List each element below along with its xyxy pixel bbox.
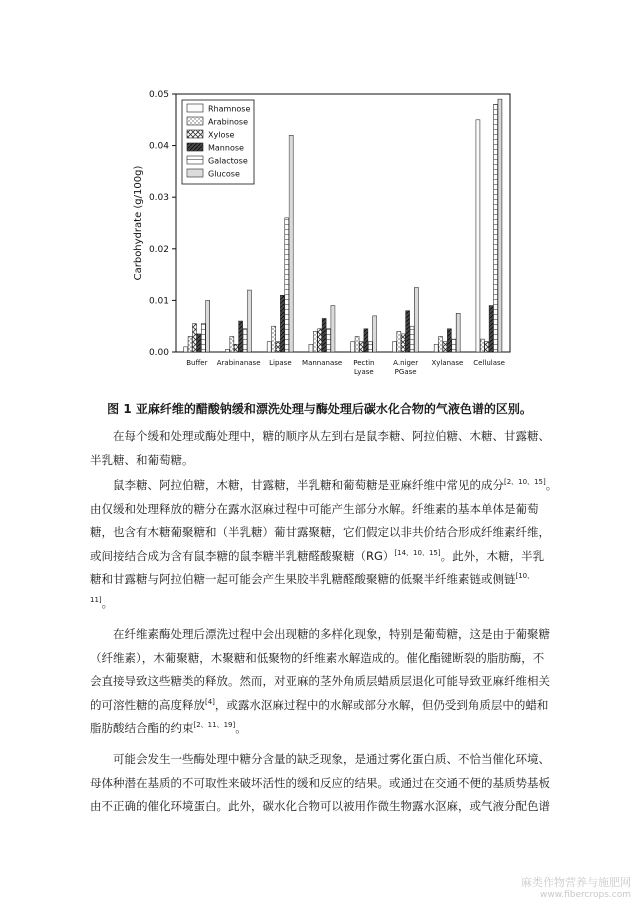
bar-galactose-1	[201, 324, 205, 352]
text-segment: 糖，也含有木糖葡聚糖和（半乳糖）葡甘露聚糖，它们假定以非共价结合形成纤维素纤维，	[90, 525, 550, 539]
bar-xylose-6	[401, 334, 405, 352]
paragraph-3	[90, 623, 560, 741]
bar-xylose-5	[359, 342, 363, 352]
legend-swatch	[187, 117, 203, 125]
x-tick-label: Lipase	[269, 359, 292, 367]
text-segment: 在纤维素酶处理后漂洗过程中会出现糖的多样化现象，特别是葡萄糖，这是由于葡聚糖	[113, 627, 550, 641]
bar-rhamnose-6	[392, 342, 396, 352]
bar-galactose-4	[327, 329, 331, 352]
text-segment: 。	[101, 595, 114, 610]
bar-glucose-4	[331, 306, 335, 352]
text-line	[90, 545, 560, 569]
citation: [14、10、15]	[394, 548, 441, 557]
text-segment: 。	[235, 721, 247, 735]
legend-swatch	[187, 104, 203, 112]
x-tick-label: Pectin	[353, 359, 375, 367]
text-segment: 半乳糖、和葡萄糖。	[90, 452, 194, 467]
bar-galactose-8	[494, 104, 498, 352]
citation: [2、11、19]	[193, 721, 236, 730]
bar-mannose-3	[280, 295, 284, 352]
bar-rhamnose-2	[225, 349, 229, 352]
bar-mannose-1	[197, 334, 201, 352]
bar-galactose-3	[285, 218, 289, 352]
text-line	[90, 498, 560, 522]
bar-rhamnose-7	[434, 344, 438, 352]
text-segment: 糖和甘露糖与阿拉伯糖一起可能会产生果胶半乳糖醛酸聚糖的低聚半纤维素链或侧链	[90, 572, 516, 586]
citation: 11]	[90, 595, 102, 604]
x-tick-label: Xylanase	[431, 359, 464, 367]
bar-arabinose-4	[313, 331, 317, 352]
x-tick-label: Buffer	[186, 359, 208, 367]
bar-glucose-8	[498, 99, 502, 352]
paragraph-4	[90, 748, 560, 819]
legend-label: Mannose	[208, 143, 244, 153]
bar-glucose-7	[456, 313, 460, 352]
text-segment: 由不正确的催化环境蛋白。此外，碳水化合物可以被用作微生物露水沤麻，或气液分配色谱	[90, 799, 550, 813]
watermark-url: www.fibercrops.com	[540, 890, 631, 900]
bar-chart	[118, 82, 518, 392]
citation: [2、10、15]	[504, 478, 546, 487]
text-line	[90, 717, 560, 741]
text-segment: 。此外，木糖，半乳	[440, 548, 545, 563]
paragraph-1	[90, 425, 560, 472]
x-tick-label: Arabinanase	[216, 359, 261, 367]
bar-arabinose-1	[188, 337, 192, 352]
x-tick-label: PGase	[394, 368, 417, 376]
citation: [10、	[515, 572, 535, 581]
bar-galactose-7	[452, 339, 456, 352]
bar-arabinose-8	[480, 339, 484, 352]
y-tick-label: 0.04	[148, 141, 169, 152]
bar-rhamnose-3	[267, 342, 271, 352]
y-tick-label: 0.05	[148, 90, 169, 100]
legend-label: Glucose	[208, 169, 240, 179]
legend-swatch	[187, 143, 203, 151]
bar-glucose-2	[247, 290, 251, 352]
bar-xylose-3	[276, 342, 280, 352]
y-tick-label: 0.02	[148, 244, 169, 255]
text-line	[90, 795, 560, 819]
text-segment: 由仅缓和处理释放的糖分在露水沤麻过程中可能产生部分水解。纤维素的基本单体是葡萄	[90, 501, 539, 516]
citation: [4]	[205, 697, 215, 706]
bar-xylose-8	[485, 342, 489, 352]
legend-label: Xylose	[208, 130, 235, 140]
bar-xylose-4	[318, 329, 322, 352]
text-segment: 或间接结合成为含有鼠李糖的鼠李糖半乳糖醛酸聚糖（RG）	[90, 548, 395, 563]
text-segment: 会直接导致这些糖类的释放。然而，对亚麻的茎外角质层蜡质层退化可能导致亚麻纤维相关	[90, 674, 550, 688]
bar-mannose-8	[489, 306, 493, 352]
bar-arabinose-2	[230, 337, 234, 352]
text-line	[90, 521, 560, 545]
text-line	[90, 748, 560, 772]
legend-swatch	[187, 169, 203, 177]
bar-mannose-6	[406, 311, 410, 352]
bar-glucose-3	[289, 135, 293, 352]
text-line	[90, 623, 560, 647]
figure-caption: 图 1 亚麻纤维的醋酸钠缓和漂洗处理与酶处理后碳水化合物的气液色谱的区别。	[107, 402, 532, 416]
x-tick-label: Mannanase	[302, 359, 343, 367]
y-tick-label: 0.01	[148, 296, 169, 307]
bar-galactose-2	[243, 329, 247, 352]
bar-arabinose-3	[272, 326, 276, 352]
watermark	[521, 877, 631, 901]
text-segment: 鼠李糖、阿拉伯糖，木糖，甘露糖，半乳糖和葡萄糖是亚麻纤维中常见的成分	[113, 478, 504, 492]
bar-glucose-6	[414, 288, 418, 353]
text-segment: 脂肪酸结合酯的约束	[90, 721, 194, 735]
text-segment: 的可溶性糖的高度释放	[90, 697, 205, 712]
bar-rhamnose-8	[476, 120, 480, 352]
text-segment: 在每个缓和处理或酶处理中，糖的顺序从左到右是鼠李糖、阿拉伯糖、木糖、甘露糖、	[113, 429, 550, 443]
bar-arabinose-5	[355, 337, 359, 352]
watermark-name: 麻类作物营养与施肥网	[521, 876, 631, 889]
text-segment: 可能会发生一些酶处理中糖分含量的缺乏现象，是通过雾化蛋白质、不恰当催化环境、	[113, 752, 550, 766]
bar-mannose-5	[364, 329, 368, 352]
bar-arabinose-7	[439, 337, 443, 352]
text-segment: （纤维素），木葡聚糖，木聚糖和低聚物的纤维素水解造成的。催化酯键断裂的脂肪酶，不	[90, 650, 545, 665]
bar-galactose-6	[410, 326, 414, 352]
text-segment: ，或露水沤麻过程中的水解或部分水解，但仍受到角质层中的蜡和	[214, 697, 549, 712]
bar-rhamnose-4	[309, 344, 313, 352]
x-tick-label: Lyase	[354, 368, 374, 376]
legend-label: Arabinose	[208, 117, 249, 127]
bar-mannose-4	[322, 318, 326, 352]
figure-1	[118, 82, 518, 392]
y-tick-label: 0.00	[148, 348, 169, 358]
text-line	[90, 670, 560, 694]
text-line	[90, 772, 560, 796]
text-line	[90, 449, 560, 473]
legend-label: Rhamnose	[208, 104, 251, 114]
bar-mannose-7	[447, 329, 451, 352]
bar-galactose-5	[368, 342, 372, 352]
bar-rhamnose-5	[351, 342, 355, 352]
text-line	[90, 568, 560, 592]
paragraph-2	[90, 474, 560, 615]
bar-xylose-2	[234, 344, 238, 352]
text-line	[90, 592, 560, 616]
text-line	[90, 474, 560, 498]
legend-swatch	[187, 156, 203, 164]
y-tick-label: 0.03	[148, 193, 169, 204]
bar-xylose-7	[443, 342, 447, 352]
x-tick-label: A.niger	[393, 359, 419, 367]
y-axis-label: Carbohydrate (g/100g)	[133, 165, 144, 281]
text-segment: 。	[545, 478, 558, 492]
text-line	[90, 694, 560, 718]
legend-label: Galactose	[208, 156, 248, 166]
legend-swatch	[187, 130, 203, 138]
bar-arabinose-6	[397, 331, 401, 352]
bar-mannose-2	[239, 321, 243, 352]
text-line	[90, 647, 560, 671]
bar-xylose-1	[192, 324, 196, 352]
bar-glucose-1	[206, 300, 210, 352]
bar-glucose-5	[373, 316, 377, 352]
x-tick-label: Cellulase	[473, 359, 505, 367]
text-line	[90, 425, 560, 449]
bar-rhamnose-1	[184, 347, 188, 352]
text-segment: 母体种潜在基质的不可取性来破坏活性的缓和反应的结果。或通过在交通不便的基质势基板	[90, 775, 550, 790]
